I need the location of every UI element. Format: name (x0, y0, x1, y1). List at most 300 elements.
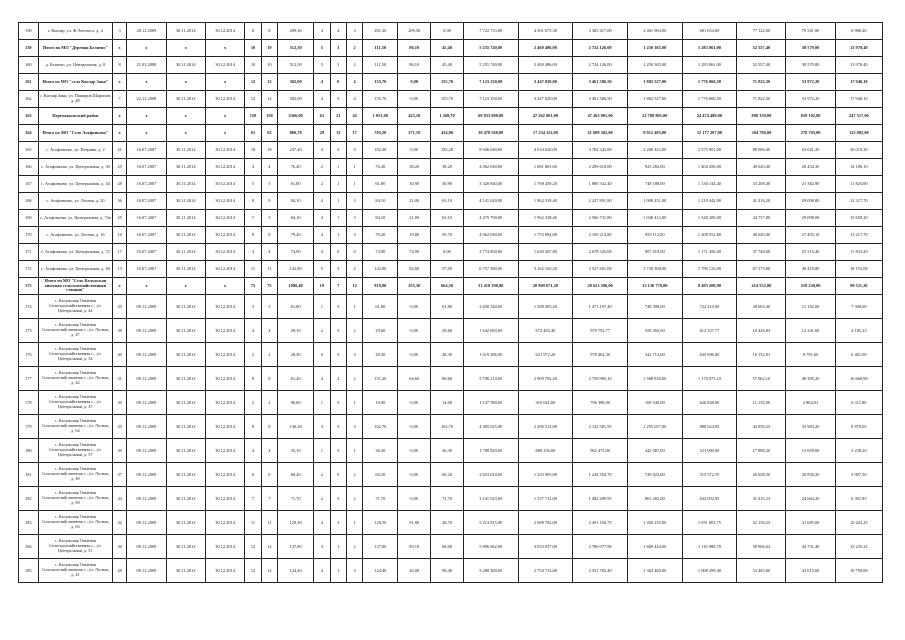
table-cell: 09.12.2009 (127, 463, 166, 487)
table-cell: 1 537 712,00 (518, 487, 573, 511)
table-cell: 0 (330, 487, 346, 511)
table-cell: 3 (245, 295, 261, 319)
table-cell: 11 833,20 (835, 244, 882, 261)
table-cell: 30.11.2014 (166, 261, 205, 278)
table-cell: 3 053 037,00 (518, 535, 573, 559)
row-number-cell: 181 (19, 463, 39, 487)
row-number-cell: 171 (19, 244, 39, 261)
table-cell: 86,60 (431, 367, 464, 391)
table-cell: 5 (314, 261, 330, 278)
table-cell: 1 882 527,00 (627, 74, 682, 91)
table-cell: 86,10 (398, 40, 431, 57)
table-cell: 3 (113, 23, 127, 40)
table-cell: 434,00 (431, 125, 464, 142)
table-cell: 60,20 (278, 463, 314, 487)
table-cell: 122 082,00 (835, 125, 882, 142)
table-row (19, 244, 883, 261)
table-row (19, 210, 883, 227)
table-cell: 10 423,25 (835, 511, 882, 535)
table-cell: 52 150,25 (737, 511, 786, 535)
table-cell: 0 (330, 74, 346, 91)
address-cell: с. Калужская Опытная Сельскохозяйственная с., ул. Лесная, д. 69 (38, 487, 112, 511)
table-cell: 2 (346, 319, 362, 343)
table-cell: 43 731,40 (786, 535, 835, 559)
table-cell: 658 102,80 (786, 108, 835, 125)
table-cell: 1 250 365,00 (627, 57, 682, 74)
table-cell: 30.11.2014 (166, 559, 205, 583)
table-cell: 29,60 (431, 319, 464, 343)
table-cell: 512,50 (278, 40, 314, 57)
table-cell: 3 162 163,20 (518, 261, 573, 278)
table-cell: 19 (314, 278, 330, 295)
table-cell: 0,00 (431, 244, 464, 261)
table-cell: 30.12.2014 (205, 261, 244, 278)
table-cell: 8 (245, 367, 261, 391)
table-cell: 84,10 (278, 193, 314, 210)
table-row (19, 319, 883, 343)
table-cell: 808 256,00 (518, 439, 573, 463)
table-cell: 302,00 (278, 74, 314, 91)
table-cell: 0 (346, 244, 362, 261)
table-cell: 2 566 731,80 (573, 210, 628, 227)
table-cell: 21,00 (398, 210, 431, 227)
table-cell: 17 (346, 125, 362, 142)
table-cell: 13 978,40 (835, 40, 882, 57)
table-cell: 4 141 620,00 (463, 193, 518, 210)
table-cell: 3 461 586,50 (573, 74, 628, 91)
table-cell: 1 (330, 193, 346, 210)
table-cell: 52 557,40 (737, 57, 786, 74)
table-cell: 61,20 (278, 367, 314, 391)
table-cell: 6 301,85 (835, 487, 882, 511)
table-row (19, 367, 883, 391)
table-cell: 30 (113, 391, 127, 415)
table-cell: 1 619 286,00 (463, 343, 518, 367)
table-cell: 0,00 (398, 74, 431, 91)
address-cell: д. Беляево, ул. Центральная, д. 8 (38, 57, 112, 74)
table-cell: 89,10 (398, 535, 431, 559)
table-cell: 16 (113, 227, 127, 244)
table-cell: 4 475 790,00 (463, 210, 518, 227)
row-number-cell: 165 (19, 142, 39, 159)
table-cell: 8 (245, 227, 261, 244)
row-number-cell: 158 (19, 23, 39, 40)
table-cell: 30.12.2014 (205, 193, 244, 210)
table-cell: 20 969 071,20 (518, 278, 573, 295)
table-cell: 1 008 451,00 (627, 193, 682, 210)
table-cell: 47 263 001,00 (573, 108, 628, 125)
table-cell: 1 (346, 295, 362, 319)
table-cell: 1 776 060,50 (682, 74, 737, 91)
table-row (19, 295, 883, 319)
table-cell: 978 462,30 (573, 343, 628, 367)
table-cell: 9 781,60 (786, 343, 835, 367)
address-cell: с. Агафоньево, ул. Центральная, д. 72 (38, 244, 112, 261)
table-cell: 26 019,20 (835, 142, 882, 159)
table-cell: 63 041,20 (786, 142, 835, 159)
table-cell: 2 078 325,00 (573, 244, 628, 261)
table-cell: 111,50 (363, 57, 398, 74)
row-number-cell: 162 (19, 91, 39, 108)
table-cell: 1090,40 (278, 278, 314, 295)
table-cell: 30.11.2014 (166, 415, 205, 439)
table-cell: 61,80 (278, 176, 314, 193)
row-number-cell: 164 (19, 125, 39, 142)
table-cell: 33 208,40 (737, 176, 786, 193)
table-cell: 4 (261, 439, 277, 463)
table-cell: 7 308,00 (835, 295, 882, 319)
register-table (18, 22, 883, 583)
table-cell: 1 (346, 391, 362, 415)
table-cell: 12 (245, 535, 261, 559)
table-cell: 748 188,00 (627, 176, 682, 193)
table-cell: 155,70 (431, 74, 464, 91)
table-cell: 0 (346, 142, 362, 159)
table-cell: 1 681 801,60 (518, 159, 573, 176)
table-cell: х (113, 125, 127, 142)
table-cell: 1 776 060,50 (682, 91, 737, 108)
table-cell: 71,70 (431, 487, 464, 511)
table-cell: 2 (346, 261, 362, 278)
table-cell: 17 940,10 (835, 74, 882, 91)
table-cell: 20 830,20 (786, 463, 835, 487)
table-cell: 8 (245, 23, 261, 40)
table-cell: 30.11.2014 (166, 367, 205, 391)
table-cell: 12 (346, 278, 362, 295)
table-row (19, 125, 883, 142)
table-cell: 1 333 905,88 (518, 463, 573, 487)
table-cell: 28,30 (278, 343, 314, 367)
table-cell: 09.12.2009 (127, 559, 166, 583)
table-cell: 3 527 601,00 (573, 261, 628, 278)
table-cell: 4 (314, 244, 330, 261)
table-cell: 672 482,40 (518, 319, 573, 343)
table-cell: 358 456,00 (627, 319, 682, 343)
table-cell: 512,50 (278, 57, 314, 74)
table-cell: 4 (346, 74, 362, 91)
table-cell: 30.12.2014 (205, 244, 244, 261)
table-cell: 2 461 963,00 (627, 23, 682, 40)
table-cell: 2 169 214,80 (573, 227, 628, 244)
table-cell: 21.03.2008 (127, 57, 166, 74)
table-cell: 61,80 (363, 295, 398, 319)
table-cell: 47 262 001,00 (518, 108, 573, 125)
table-row (19, 176, 883, 193)
table-cell: 1 364 484,00 (627, 559, 682, 583)
table-cell: 664,50 (431, 278, 464, 295)
table-cell: 84,10 (363, 193, 398, 210)
row-number-cell: 170 (19, 227, 39, 244)
table-cell: 24 474 480,00 (682, 108, 737, 125)
table-cell: 42 (346, 108, 362, 125)
table-cell: 0,00 (398, 142, 431, 159)
table-cell: 796 388,00 (573, 391, 628, 415)
row-number-cell: 168 (19, 193, 39, 210)
table-cell: 155,70 (431, 91, 464, 108)
table-cell: 28,30 (363, 343, 398, 367)
table-cell: 30.12.2014 (205, 343, 244, 367)
table-cell: 30.11.2014 (166, 487, 205, 511)
table-cell: 124,40 (363, 559, 398, 583)
table-row (19, 142, 883, 159)
table-row (19, 278, 883, 295)
address-cell: с. Агафоньево, ул. Центральная, д. 30 (38, 159, 112, 176)
table-cell: 34 (113, 487, 127, 511)
table-cell: 30.12.2014 (205, 176, 244, 193)
table-cell: х (205, 278, 244, 295)
table-cell: 5 (245, 176, 261, 193)
table-row (19, 535, 883, 559)
table-cell: 59,70 (431, 227, 464, 244)
table-cell: 28,30 (431, 343, 464, 367)
table-cell: 25 (113, 159, 127, 176)
table-cell: 0,00 (398, 391, 431, 415)
table-cell: 09.12.2009 (127, 343, 166, 367)
table-cell: 310 041,00 (518, 391, 573, 415)
table-cell: 3 (330, 261, 346, 278)
table-cell: 29 098,00 (786, 193, 835, 210)
table-cell: 53 972,20 (786, 91, 835, 108)
table-cell: 124,40 (278, 559, 314, 583)
table-cell: 1 (314, 391, 330, 415)
table-cell: 21 689 302,00 (573, 125, 628, 142)
table-cell: 4 (261, 319, 277, 343)
table-cell: 2 658 340,00 (463, 295, 518, 319)
table-cell: 5 (261, 176, 277, 193)
table-cell: 28,70 (431, 511, 464, 535)
table-cell: 11 (261, 511, 277, 535)
table-cell: 11 135,00 (737, 391, 786, 415)
table-cell: 29,60 (363, 319, 398, 343)
table-cell: 5 706 210,00 (463, 367, 518, 391)
table-cell: 0 (314, 343, 330, 367)
table-cell: 61,80 (431, 295, 464, 319)
table-cell: 30.11.2014 (166, 23, 205, 40)
row-number-cell: 163 (19, 108, 39, 125)
table-cell: 1 051,00 (363, 108, 398, 125)
table-cell: 12 (261, 91, 277, 108)
table-cell: 12 659,00 (786, 439, 835, 463)
table-cell: 2 491 156,75 (573, 511, 628, 535)
table-cell: 09.12.2009 (127, 535, 166, 559)
table-cell: 4 062 040,00 (463, 159, 518, 176)
table-cell: 255,30 (398, 278, 431, 295)
table-cell: 16.07.2007 (127, 210, 166, 227)
table-cell: 962 475,00 (573, 439, 628, 463)
table-cell: 4 782 342,00 (573, 142, 628, 159)
table-cell: 16.07.2007 (127, 142, 166, 159)
table-row (19, 91, 883, 108)
table-cell: 861 265,00 (627, 487, 682, 511)
table-cell: 2 (346, 57, 362, 74)
table-cell: 25 515,40 (786, 244, 835, 261)
table-cell: 1 739 308,00 (627, 261, 682, 278)
table-cell: 74,90 (363, 244, 398, 261)
table-cell: 8 (245, 415, 261, 439)
table-cell: 7 (245, 210, 261, 227)
table-cell: 4 (314, 193, 330, 210)
row-number-cell: 176 (19, 343, 39, 367)
table-cell: 1 642 683,00 (463, 319, 518, 343)
table-cell: 137,80 (278, 535, 314, 559)
table-cell: 16.07.2007 (127, 193, 166, 210)
table-cell: 2 469 486,00 (518, 40, 573, 57)
table-cell: 2 143 501,95 (573, 415, 628, 439)
table-cell: 2 724 126,00 (573, 57, 628, 74)
table-cell: 1 (314, 295, 330, 319)
table-cell: 0,00 (398, 343, 431, 367)
table-cell: 155,70 (363, 91, 398, 108)
address-cell: с. Калужская Опытная Сельскохозяйственная с., ул. Лесная, д. 42 (38, 367, 112, 391)
table-cell: 35 (113, 415, 127, 439)
table-cell: 4 501 675,30 (518, 23, 573, 40)
table-row (19, 463, 883, 487)
table-cell: 61,80 (363, 176, 398, 193)
table-cell: х (127, 278, 166, 295)
table-cell: 71,70 (278, 487, 314, 511)
table-cell: 2 (261, 343, 277, 367)
table-cell: 63,10 (431, 210, 464, 227)
table-cell: 2 724 126,00 (573, 40, 628, 57)
table-cell: 0,00 (398, 415, 431, 439)
table-cell: 13 (330, 125, 346, 142)
table-cell: 2 739 905,10 (573, 367, 628, 391)
table-cell: 16.07.2007 (127, 261, 166, 278)
table-cell: 36 (113, 535, 127, 559)
table-cell: 36,30 (431, 439, 464, 463)
table-cell: 7 (245, 487, 261, 511)
table-cell: 5 896 662,00 (463, 535, 518, 559)
table-cell: 3 (346, 227, 362, 244)
table-cell: 1 283 861,00 (682, 57, 737, 74)
table-cell: 4 (314, 142, 330, 159)
address-cell: с. Агафоньево, ул. Центральная, д. 34 (38, 176, 112, 193)
table-cell: х (113, 74, 127, 91)
register-table-body (19, 23, 883, 583)
table-cell: 0,00 (398, 295, 431, 319)
table-cell: 16.07.2007 (127, 176, 166, 193)
table-cell: 35 (113, 295, 127, 319)
table-cell: 4 (261, 159, 277, 176)
table-cell: 09.12.2009 (127, 487, 166, 511)
table-cell: 1 753 894,80 (518, 227, 573, 244)
row-number-cell: 174 (19, 295, 39, 319)
table-cell: 169 540,00 (627, 391, 682, 415)
table-cell: 38 (113, 319, 127, 343)
table-row (19, 511, 883, 535)
address-cell: с. Калужская Опытная Сельскохозяйственная с., ул. Лесная, д. 49 (38, 463, 112, 487)
address-cell: Итого по МО "Село Калужская опытная сельскохозяйственная станция" (38, 278, 112, 295)
table-cell: 35 983,20 (786, 415, 835, 439)
table-cell: 3 (346, 343, 362, 367)
table-cell: 1 (346, 159, 362, 176)
table-cell: 4 185,23 (835, 319, 882, 343)
table-cell: 0 (330, 295, 346, 319)
table-cell: 237,40 (278, 142, 314, 159)
table-cell: 209,30 (398, 23, 431, 40)
table-cell: 30.12.2014 (205, 57, 244, 74)
table-cell: 28 (113, 176, 127, 193)
table-row (19, 261, 883, 278)
table-cell: 1 (346, 439, 362, 463)
table-cell: 17 234 112,00 (518, 125, 573, 142)
table-cell: 3 320 840,00 (463, 176, 518, 193)
table-cell: 0 (330, 319, 346, 343)
table-cell: 1 (330, 227, 346, 244)
table-cell: 5 255 740,00 (463, 40, 518, 57)
table-cell: 38 579,00 (786, 40, 835, 57)
table-cell: 74,90 (398, 244, 431, 261)
table-cell: 0 (330, 91, 346, 108)
table-cell: 8 (261, 415, 277, 439)
table-cell: 40 620,40 (737, 227, 786, 244)
table-cell: 2 469 486,00 (518, 57, 573, 74)
table-cell: 4 (314, 511, 330, 535)
table-cell: 2 237 891,90 (573, 193, 628, 210)
table-cell: 16.07.2007 (127, 244, 166, 261)
table-cell: 2 575 901,00 (682, 142, 737, 159)
table-cell: 7 (113, 91, 127, 108)
table-cell: 24 664,20 (786, 487, 835, 511)
table-cell: 30.11.2014 (166, 391, 205, 415)
table-cell: 970 792,77 (573, 319, 628, 343)
table-cell: 1 171 456,00 (682, 244, 737, 261)
table-cell: 89 060,40 (737, 142, 786, 159)
table-cell: 120,50 (363, 511, 398, 535)
table-cell: 16.07.2007 (127, 227, 166, 244)
address-cell: с. Агафоньево, ул. Лесная, д. 16 (38, 227, 112, 244)
table-cell: 14 186,10 (835, 159, 882, 176)
table-row (19, 74, 883, 91)
table-cell: 919,80 (363, 278, 398, 295)
table-cell: 3 (314, 415, 330, 439)
table-cell: 1 (330, 210, 346, 227)
table-cell: 16.07.2007 (127, 159, 166, 176)
table-cell: 2 (346, 535, 362, 559)
address-cell: с. Агафоньево, ул. Петрина, д. 2 (38, 142, 112, 159)
table-cell: 136,28 (278, 415, 314, 439)
table-cell: 621 972,20 (518, 343, 573, 367)
table-cell: х (113, 40, 127, 57)
table-cell: 0 (330, 391, 346, 415)
table-cell: 7 (330, 278, 346, 295)
table-cell: 151,20 (363, 367, 398, 391)
table-cell: 1 (330, 559, 346, 583)
table-cell: 38 579,00 (786, 57, 835, 74)
address-cell: с. Агафоньево, ул. Центральная, д. 68 (38, 261, 112, 278)
table-cell: 1 244 594,70 (573, 463, 628, 487)
table-cell: 31 410 390,00 (463, 278, 518, 295)
table-cell: 35,10 (278, 439, 314, 463)
table-cell: 17 940,10 (835, 91, 882, 108)
table-cell: 6 (245, 463, 261, 487)
table-cell: 10 (261, 57, 277, 74)
table-cell: 11 825,00 (835, 176, 882, 193)
table-cell: 28 (113, 559, 127, 583)
table-cell: 4 034 620,00 (518, 142, 573, 159)
table-cell: 2 (346, 487, 362, 511)
table-cell: 304 786,00 (737, 125, 786, 142)
table-cell: 2 (314, 159, 330, 176)
address-cell: с. Калужская Опытная Сельскохозяйственная с., ул. Центральная, д. 57 (38, 439, 112, 463)
table-cell: 79,20 (278, 227, 314, 244)
table-cell: 30.12.2014 (205, 319, 244, 343)
table-cell: 898 339,08 (737, 108, 786, 125)
table-cell: 4 (245, 319, 261, 343)
table-cell: 7 722 733,00 (463, 23, 518, 40)
table-cell: 79 541,80 (786, 23, 835, 40)
table-cell: 44 850,25 (737, 415, 786, 439)
